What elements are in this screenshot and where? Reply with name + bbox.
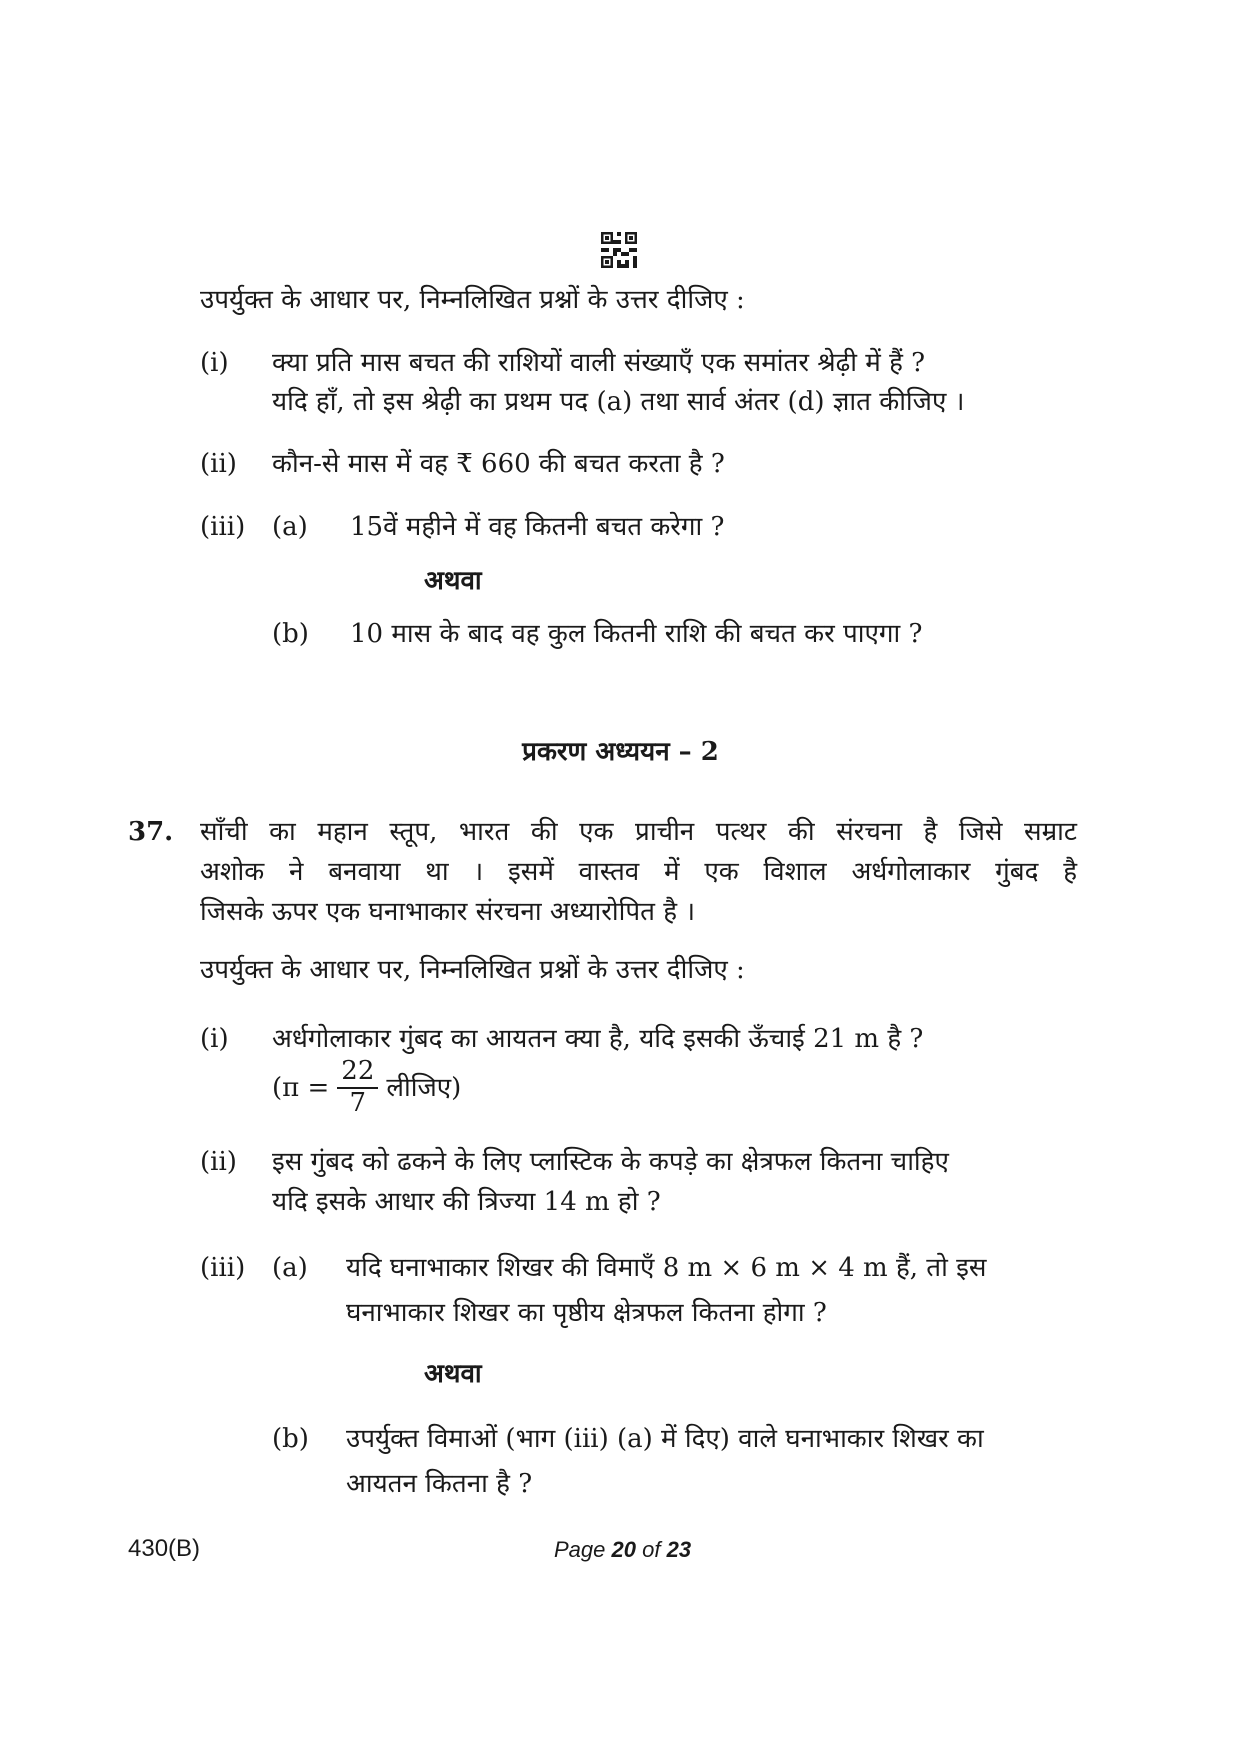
passage-line-1: साँची का महान स्तूप, भारत की एक प्राचीन पत्थर की संरचना है जिसे सम्राट xyxy=(200,817,1077,847)
q37-iii-b-line-2: आयतन कितना है ? xyxy=(346,1469,533,1499)
pi-fraction xyxy=(337,1057,378,1119)
item-iii-a-text: 15वें महीने में वह कितनी बचत करेगा ? xyxy=(350,512,725,542)
intro-line: उपर्युक्त के आधार पर, निम्नलिखित प्रश्नों के उत्तर दीजिए : xyxy=(200,285,745,315)
pi-denominator: 7 xyxy=(349,1087,367,1118)
passage-line-3: जिसके ऊपर एक घनाभाकार संरचना अध्यारोपित है । xyxy=(200,897,696,927)
q37-iii-b-line-1: उपर्युक्त विमाओं (भाग (iii) (a) में दिए) वाले घनाभाकार शिखर का xyxy=(346,1424,984,1454)
page-word: Page xyxy=(554,1537,606,1562)
section-heading: प्रकरण अध्ययन – 2 xyxy=(522,737,719,767)
item-iii-label: (iii) xyxy=(200,512,246,542)
q37-i-label: (i) xyxy=(200,1024,229,1054)
item-i-label: (i) xyxy=(200,348,229,378)
q37-iii-a-line-2: घनाभाकार शिखर का पृष्ठीय क्षेत्रफल कितना होगा ? xyxy=(346,1298,827,1328)
page-current: 20 xyxy=(611,1537,636,1562)
item-iii-b-text: 10 मास के बाद वह कुल कितनी राशि की बचत कर पाएगा ? xyxy=(350,619,923,649)
passage-line-2: अशोक ने बनवाया था । इसमें वास्तव में एक विशाल अर्धगोलाकार गुंबद है xyxy=(200,857,1077,887)
item-ii-text: कौन-से मास में वह ₹ 660 की बचत करता है ? xyxy=(272,449,725,479)
pi-suffix: लीजिए) xyxy=(386,1072,462,1103)
item-iii-a-label: (a) xyxy=(272,512,308,542)
item-ii-label: (ii) xyxy=(200,449,237,479)
item-i-line-1: क्या प्रति मास बचत की राशियों वाली संख्याएँ एक समांतर श्रेढ़ी में हैं ? xyxy=(272,348,926,378)
q37-iii-a-line-1: यदि घनाभाकार शिखर की विमाएँ 8 m × 6 m × 4 m हैं, तो इस xyxy=(346,1253,987,1283)
page-number xyxy=(554,1535,691,1565)
q37-ii-line-2: यदि इसके आधार की त्रिज्या 14 m हो ? xyxy=(272,1187,661,1217)
q37-ii-line-1: इस गुंबद को ढकने के लिए प्लास्टिक के कपड़े का क्षेत्रफल कितना चाहिए xyxy=(272,1147,949,1177)
question-number: 37. xyxy=(128,817,174,847)
q37-or-separator: अथवा xyxy=(424,1359,482,1389)
q37-intro-line: उपर्युक्त के आधार पर, निम्नलिखित प्रश्नों के उत्तर दीजिए : xyxy=(200,955,745,985)
qr-code-icon xyxy=(601,232,637,268)
q37-iii-label: (iii) xyxy=(200,1253,246,1283)
item-iii-b-label: (b) xyxy=(272,619,309,649)
pi-numerator: 22 xyxy=(337,1057,378,1089)
page-of: of xyxy=(642,1537,661,1562)
q37-ii-label: (ii) xyxy=(200,1147,237,1177)
q37-iii-a-label: (a) xyxy=(272,1253,308,1283)
item-i-line-2: यदि हाँ, तो इस श्रेढ़ी का प्रथम पद (a) तथा सार्व अंतर (d) ज्ञात कीजिए । xyxy=(272,387,965,417)
q37-iii-b-label: (b) xyxy=(272,1424,309,1454)
pi-note xyxy=(272,1057,461,1119)
page-total: 23 xyxy=(666,1537,692,1562)
paper-code: 430(B) xyxy=(128,1535,201,1562)
pi-prefix: (π = xyxy=(272,1072,330,1103)
or-separator: अथवा xyxy=(424,566,482,596)
q37-i-text: अर्धगोलाकार गुंबद का आयतन क्या है, यदि इसकी ऊँचाई 21 m है ? xyxy=(272,1024,924,1054)
